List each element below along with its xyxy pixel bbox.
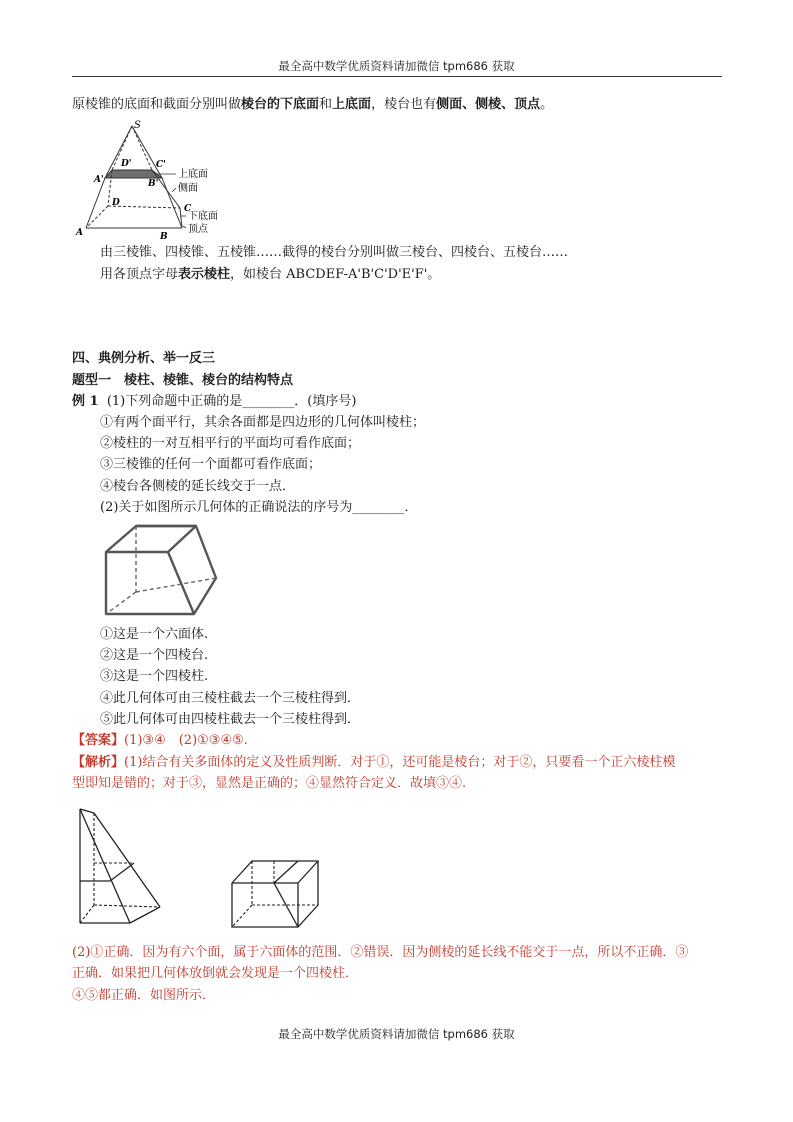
- answer-text: (1)③④ (2)①③④⑤.: [124, 733, 248, 748]
- label-C: C: [184, 204, 192, 214]
- intro-paragraph-2: 由三棱锥、四棱锥、五棱锥……截得的棱台分别叫做三棱台、四棱台、五棱台……: [100, 245, 569, 260]
- label-A1: A': [94, 175, 104, 185]
- q1-option-4: ④棱台各侧棱的延长线交于一点．: [100, 479, 296, 494]
- analysis-line-2: 型即知是错的；对于③，显然是正确的；④显然符合定义．故填③④.: [72, 776, 467, 791]
- page-footer: 最全高中数学优质资料请加微信 tpm686 获取: [278, 1027, 515, 1041]
- quadrilateral-prism-figure: [232, 861, 318, 927]
- question-text: (1)下列命题中正确的是________．(填序号): [106, 394, 357, 409]
- frustum-figure: [72, 118, 232, 240]
- label-D: D: [112, 198, 120, 208]
- part2-line-3: ④⑤都正确．如图所示．: [72, 988, 216, 1003]
- bold-term: 上底面: [332, 97, 372, 112]
- q2-option-1: ①这是一个六面体.: [100, 627, 209, 642]
- q1-option-1: ①有两个面平行，其余各面都是四边形的几何体叫棱柱；: [100, 415, 426, 430]
- part2-text: ①正确．因为有六个面，属于六面体的范围．②错误．因为侧棱的延长线不能交于一点，所以不正确．③: [90, 945, 689, 960]
- label-upper-base: 上底面: [178, 169, 208, 180]
- label-A: A: [76, 228, 83, 238]
- text-run: 和: [319, 97, 333, 112]
- q2-option-4: ④此几何体可由三棱柱截去一个三棱柱得到．: [100, 691, 361, 706]
- label-C1: C': [156, 160, 166, 170]
- analysis-line-1: [72, 754, 675, 772]
- bold-term: 侧面、侧棱、顶点: [436, 97, 541, 112]
- text-run: 。: [540, 97, 554, 112]
- solid-figure: [100, 520, 222, 620]
- part2-line-1: [72, 944, 688, 962]
- intro-paragraph-1: [72, 96, 553, 114]
- question-type-title: 题型一 棱柱、棱锥、棱台的结构特点: [72, 373, 294, 388]
- label-B1: B': [148, 179, 159, 189]
- analysis-label: 【解析】: [72, 755, 125, 770]
- text-run: 原棱锥的底面和截面分别叫做: [72, 97, 242, 112]
- label-lower-base: 下底面: [188, 211, 218, 222]
- q1-option-2: ②棱柱的一对互相平行的平面均可看作底面；: [100, 436, 361, 451]
- answer-label: 【答案】: [72, 733, 125, 748]
- analysis-figures: [72, 805, 332, 931]
- answer-line: [72, 732, 248, 750]
- label-D1: D': [121, 159, 132, 169]
- label-vertex: 顶点: [188, 224, 208, 235]
- example-label: 例 1: [72, 394, 99, 409]
- label-B: B: [160, 232, 168, 240]
- part2-label: (2): [72, 945, 91, 960]
- header-rule: [72, 76, 722, 77]
- example-question-2: (2)关于如图所示几何体的正确说法的序号为________．: [100, 500, 418, 515]
- part2-line-2: 正确．如果把几何体放倒就会发现是一个四棱柱．: [72, 966, 359, 981]
- text-run: ，棱台也有: [371, 97, 437, 112]
- analysis-text: (1)结合有关多面体的定义及性质判断．对于①，还可能是棱台；对于②，只要看一个正六棱柱模: [124, 755, 676, 770]
- intro-paragraph-3: [100, 266, 440, 284]
- bold-term: 棱台的下底面: [241, 97, 320, 112]
- bold-term: 表示棱柱: [178, 267, 231, 282]
- q2-option-5: ⑤此几何体可由四棱柱截去一个三棱柱得到．: [100, 712, 361, 727]
- q2-option-2: ②这是一个四棱台.: [100, 648, 209, 663]
- text-run: 用各顶点字母: [100, 267, 179, 282]
- q1-option-3: ③三棱锥的任何一个面都可看作底面；: [100, 457, 322, 472]
- text-run: ，如棱台 ABCDEF-A'B'C'D'E'F'。: [230, 267, 441, 282]
- label-S: S: [134, 120, 141, 131]
- page-header: 最全高中数学优质资料请加微信 tpm686 获取: [278, 59, 515, 73]
- example-question-1: [72, 393, 356, 411]
- section-title: 四、典例分析、举一反三: [72, 351, 216, 366]
- q2-option-3: ③这是一个四棱柱.: [100, 669, 209, 684]
- label-side: 侧面: [178, 183, 198, 194]
